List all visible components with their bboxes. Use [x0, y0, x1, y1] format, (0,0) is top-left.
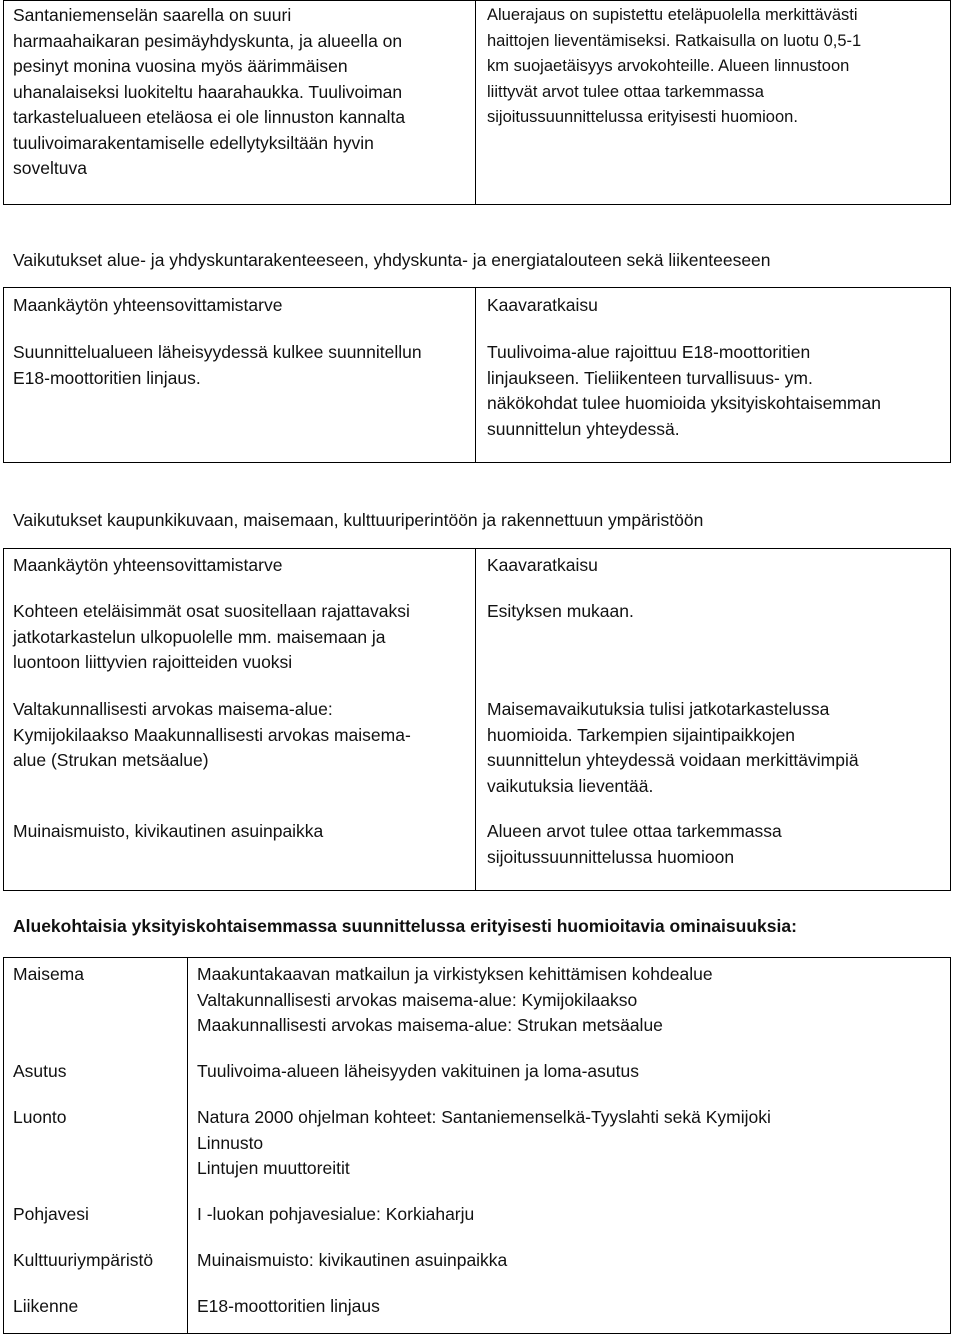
- traffic-table-divider: [475, 287, 476, 463]
- landscape-row-2-right: Maisemavaikutuksia tulisi jatkotarkastelussa huomioida. Tarkempien sijaintipaikkojen suunnittelun yhteydessä voidaan merkittävimpiä vaikutuksia lieventää.: [487, 699, 859, 796]
- feature-label: Luonto: [13, 1107, 67, 1127]
- feature-value: Natura 2000 ohjelman kohteet: Santaniemenselkä-Tyyslahti sekä Kymijoki Linnusto Lintujen muuttoreitit: [197, 1107, 771, 1178]
- landscape-row-1-left: Kohteen eteläisimmät osat suositellaan rajattavaksi jatkotarkastelun ulkopuolelle mm. maisemaan ja luontoon liittyvien rajoitteiden vuoksi: [13, 601, 410, 672]
- landscape-row-3-right: Alueen arvot tulee ottaa tarkemmassa sijoitussuunnittelussa huomioon: [487, 821, 782, 867]
- feature-label: Pohjavesi: [13, 1204, 89, 1224]
- feature-label: Maisema: [13, 964, 84, 984]
- section-landscape-heading: Vaikutukset kaupunkikuvaan, maisemaan, kulttuuriperintöön ja rakennettuun ympäristöön: [13, 510, 704, 530]
- landscape-row-3-left: Muinaismuisto, kivikautinen asuinpaikka: [13, 821, 324, 841]
- landscape-table-divider: [475, 548, 476, 891]
- feature-value: Muinaismuisto: kivikautinen asuinpaikka: [197, 1250, 508, 1270]
- feature-label: Liikenne: [13, 1296, 79, 1316]
- features-table-divider: [187, 957, 188, 1334]
- feature-label: Kulttuuriympäristö: [13, 1250, 154, 1270]
- feature-value: I -luokan pohjavesialue: Korkiaharju: [197, 1204, 475, 1224]
- feature-value: Maakuntakaavan matkailun ja virkistyksen kehittämisen kohdealue Valtakunnallisesti arvokas maisema-alue: Kymijokilaakso Maakunnallisesti arvokas maisema-alue: Strukan metsäalue: [197, 964, 713, 1035]
- landscape-row-2-left: Valtakunnallisesti arvokas maisema-alue: Kymijokilaakso Maakunnallisesti arvokas maisema- alue (Strukan metsäalue): [13, 699, 411, 770]
- traffic-right-text: Tuulivoima-alue rajoittuu E18-moottoritien linjaukseen. Tieliikenteen turvallisuus- ym. näkökohdat tulee huomioida yksityiskohtaisemman suunnittelun yhteydessä.: [487, 342, 881, 439]
- top-table-left-text: Santaniemenselän saarella on suuri harmaahaikaran pesimäyhdyskunta, ja alueella on pesinyt monina vuosina myös äärimmäisen uhanalaiseksi luokiteltu haarahaukka. Tuulivoiman tarkastelualueen eteläosa ei ole linnuston kannalta tuulivoimarakentamiselle edellytyksiltään hyvin soveltuva: [13, 5, 406, 178]
- feature-label: Asutus: [13, 1061, 67, 1081]
- feature-value: E18-moottoritien linjaus: [197, 1296, 380, 1316]
- traffic-left-text: Suunnittelualueen läheisyydessä kulkee suunnitellun E18-moottoritien linjaus.: [13, 342, 422, 388]
- landscape-right-header: Kaavaratkaisu: [487, 555, 598, 575]
- feature-value: Tuulivoima-alueen läheisyyden vakituinen ja loma-asutus: [197, 1061, 639, 1081]
- top-table-divider: [475, 0, 476, 205]
- top-table-right-text: Aluerajaus on supistettu eteläpuolella merkittävästi haittojen lieventämiseksi. Ratkaisulla on luotu 0,5-1 km suojaetäisyys arvokohteille. Alueen linnustoon liittyvät arvot tulee ottaa tarkemmassa sijoitussuunnittelussa erityisesti huomioon.: [487, 6, 862, 126]
- landscape-left-header: Maankäytön yhteensovittamistarve: [13, 555, 283, 575]
- section-traffic-heading: Vaikutukset alue- ja yhdyskuntarakenteeseen, yhdyskunta- ja energiatalouteen sekä liikenteeseen: [13, 250, 771, 270]
- features-heading: Aluekohtaisia yksityiskohtaisemmassa suunnittelussa erityisesti huomioitavia ominaisuuksia:: [13, 916, 797, 936]
- landscape-row-1-right: Esityksen mukaan.: [487, 601, 634, 621]
- traffic-left-header: Maankäytön yhteensovittamistarve: [13, 295, 283, 315]
- traffic-right-header: Kaavaratkaisu: [487, 295, 598, 315]
